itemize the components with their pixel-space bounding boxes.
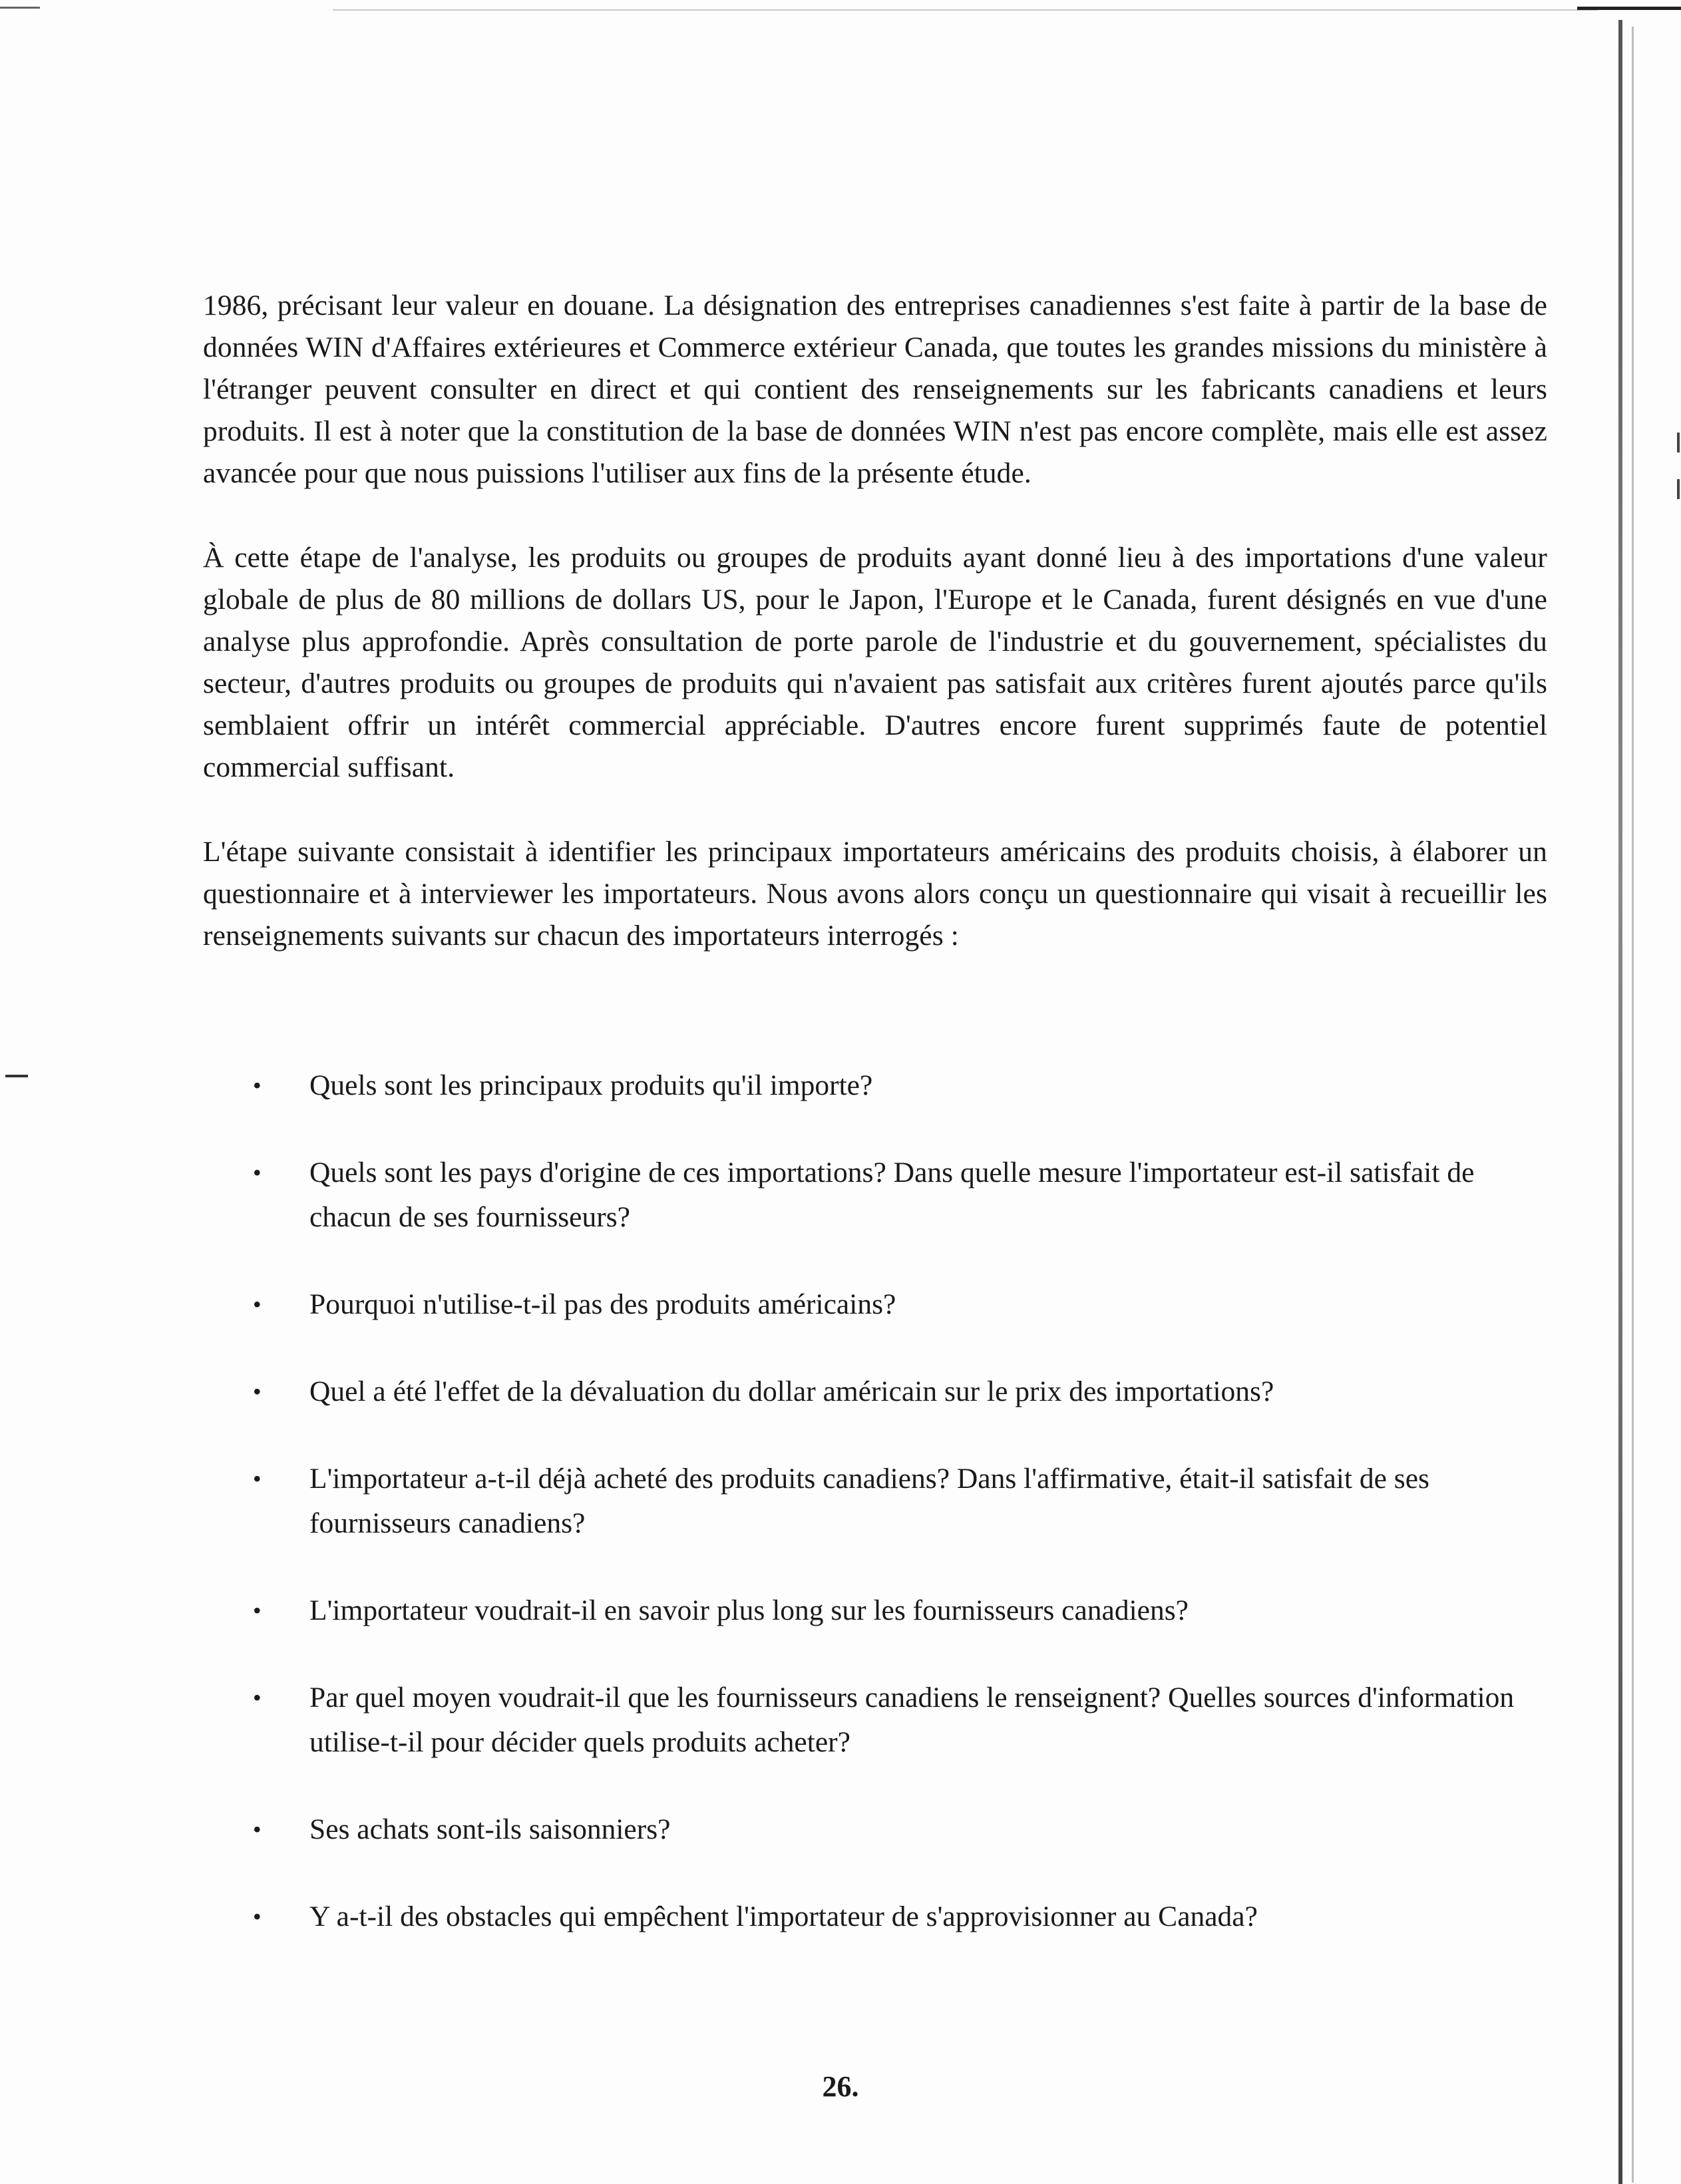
scan-artifact-top-rule	[333, 9, 1597, 11]
list-item	[203, 1895, 1527, 1939]
paragraph-2: À cette étape de l'analyse, les produits ou groupes de produits ayant donné lieu à des importations d'une valeur globale de plus de 80 millions de dollars US, pour le Japon, l'Europe et le Canada, furent désignés en vue d'une analyse plus approfondie. Après consultation de porte parole de l'industrie et du gouvernement, spécialistes du secteur, d'autres produits ou groupes de produits qui n'avaient pas satisfait aux critères furent ajoutés parce qu'ils semblaient offrir un intérêt commercial appréciable. D'autres encore furent supprimés faute de potentiel commercial suffisant.	[203, 542, 1547, 783]
bullet-icon: •	[253, 1159, 262, 1186]
list-item-text: L'importateur voudrait-il en savoir plus long sur les fournisseurs canadiens?	[309, 1594, 1189, 1626]
list-item-text: Quel a été l'effet de la dévaluation du dollar américain sur le prix des importations?	[309, 1375, 1274, 1407]
list-item	[203, 1807, 1527, 1852]
list-item-text: Par quel moyen voudrait-il que les fournisseurs canadiens le renseignent? Quelles sources d'information utilise-t-il pour décider quels produits acheter?	[309, 1682, 1515, 1758]
questionnaire-list	[203, 1063, 1527, 1939]
bullet-icon: •	[253, 1597, 262, 1624]
bullet-icon: •	[253, 1465, 262, 1492]
list-item	[203, 1282, 1527, 1327]
list-item-text: Ses achats sont-ils saisonniers?	[309, 1813, 671, 1845]
list-item-text: Quels sont les pays d'origine de ces importations? Dans quelle mesure l'importateur est-il satisfait de chacun de ses fournisseurs?	[309, 1157, 1475, 1233]
bullet-icon: •	[253, 1378, 262, 1405]
list-item-text: L'importateur a-t-il déjà acheté des produits canadiens? Dans l'affirmative, était-il satisfait de ses fournisseurs canadiens?	[309, 1463, 1429, 1539]
bullet-icon: •	[253, 1903, 262, 1930]
scan-artifact-edge-tick	[1677, 479, 1680, 499]
scan-artifact-left-mark	[5, 1075, 28, 1077]
page-number: 26.	[822, 2070, 859, 2103]
list-item	[203, 1151, 1527, 1240]
scan-artifact-edge-tick	[1677, 433, 1680, 453]
scan-artifact-right-edge-faint	[1632, 27, 1634, 2183]
bullet-icon: •	[253, 1816, 262, 1843]
list-item-text: Y a-t-il des obstacles qui empêchent l'importateur de s'approvisionner au Canada?	[309, 1901, 1258, 1932]
scan-artifact-top-left	[0, 7, 40, 9]
bullet-icon: •	[253, 1684, 262, 1711]
list-item	[203, 1369, 1527, 1414]
paragraph-1: 1986, précisant leur valeur en douane. La désignation des entreprises canadiennes s'est faite à partir de la base de données WIN d'Affaires extérieures et Commerce extérieur Canada, que toutes les grandes missions du ministère à l'étranger peuvent consulter en direct et qui contient des renseignements sur les fabricants canadiens et leurs produits. Il est à noter que la constitution de la base de données WIN n'est pas encore complète, mais elle est assez avancée pour que nous puissions l'utiliser aux fins de la présente étude.	[203, 289, 1547, 489]
scan-artifact-top-right	[1577, 7, 1681, 10]
list-item	[203, 1676, 1527, 1765]
list-item	[203, 1588, 1527, 1633]
bullet-icon: •	[253, 1072, 262, 1099]
bullet-icon: •	[253, 1291, 262, 1318]
document-body	[203, 285, 1547, 1982]
paragraph-3: L'étape suivante consistait à identifier les principaux importateurs américains des produits choisis, à élaborer un questionnaire et à interviewer les importateurs. Nous avons alors conçu un questionnaire qui visait à recueillir les renseignements suivants sur chacun des importateurs interrogés :	[203, 836, 1547, 952]
list-item-text: Quels sont les principaux produits qu'il importe?	[309, 1069, 873, 1101]
list-item	[203, 1063, 1527, 1108]
list-item-text: Pourquoi n'utilise-t-il pas des produits américains?	[309, 1288, 896, 1320]
list-item	[203, 1457, 1527, 1546]
scan-artifact-right-edge	[1618, 20, 1622, 2184]
